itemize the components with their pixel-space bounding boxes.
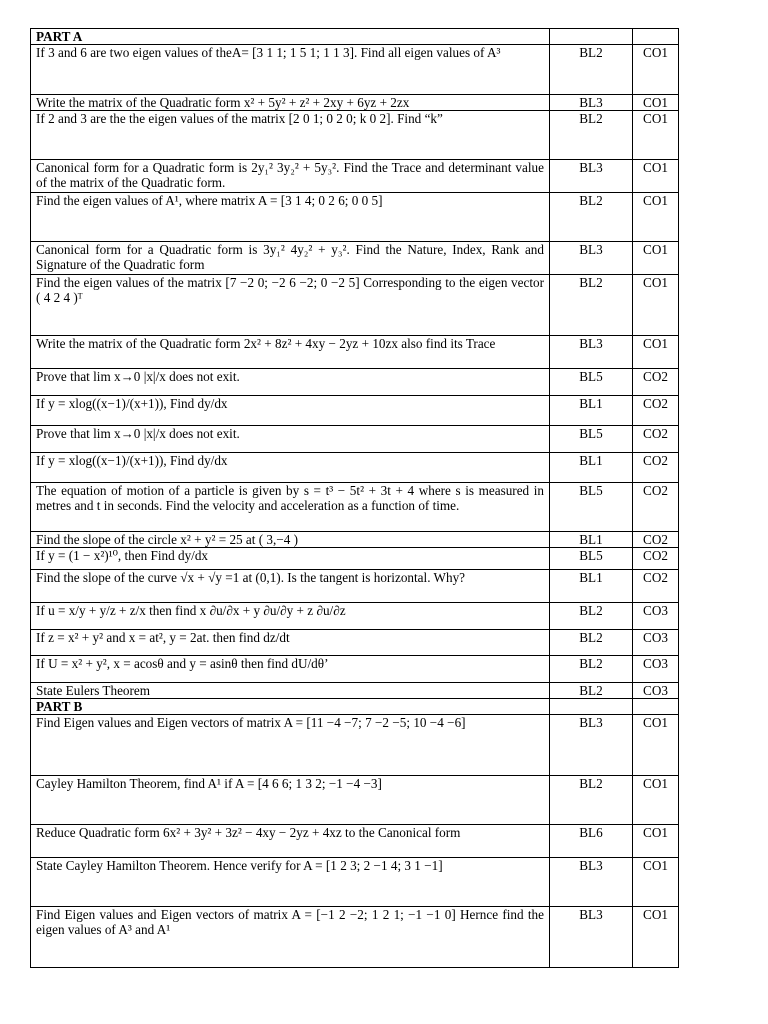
question-row	[31, 715, 679, 776]
question-row	[31, 907, 679, 968]
question-row	[31, 776, 679, 825]
course-outcome: CO2	[633, 426, 679, 453]
bloom-level: BL5	[550, 426, 633, 453]
course-outcome: CO3	[633, 656, 679, 683]
question-text: Find the slope of the curve √x + √y =1 at (0,1). Is the tangent is horizontal. Why?	[31, 570, 550, 603]
question-row	[31, 45, 679, 95]
course-outcome: CO2	[633, 396, 679, 426]
question-row	[31, 426, 679, 453]
question-text: Write the matrix of the Quadratic form x² + 5y² + z² + 2xy + 6yz + 2zx	[31, 95, 550, 111]
question-row	[31, 193, 679, 242]
course-outcome: CO1	[633, 95, 679, 111]
bloom-level: BL1	[550, 532, 633, 548]
question-text: If y = xlog((x−1)/(x+1)), Find dy/dx	[31, 453, 550, 483]
question-row	[31, 656, 679, 683]
course-outcome: CO1	[633, 336, 679, 369]
bloom-level: BL2	[550, 193, 633, 242]
course-outcome: CO2	[633, 570, 679, 603]
question-text: If y = (1 − x²)¹⁰, then Find dy/dx	[31, 548, 550, 570]
question-row	[31, 483, 679, 532]
question-row	[31, 630, 679, 656]
question-row	[31, 683, 679, 699]
empty-cell	[633, 699, 679, 715]
bloom-level: BL2	[550, 776, 633, 825]
course-outcome: CO1	[633, 45, 679, 95]
bloom-level: BL2	[550, 656, 633, 683]
bloom-level: BL3	[550, 858, 633, 907]
part-heading: PART A	[31, 29, 550, 45]
question-text: Reduce Quadratic form 6x² + 3y² + 3z² − 4xy − 2yz + 4xz to the Canonical form	[31, 825, 550, 858]
bloom-level: BL1	[550, 570, 633, 603]
question-text: Prove that lim x→0 |x|/x does not exit.	[31, 369, 550, 396]
question-row	[31, 369, 679, 396]
bloom-level: BL5	[550, 483, 633, 532]
course-outcome: CO1	[633, 160, 679, 193]
course-outcome: CO1	[633, 825, 679, 858]
question-row	[31, 570, 679, 603]
question-text: Cayley Hamilton Theorem, find A¹ if A = [4 6 6; 1 3 2; −1 −4 −3]	[31, 776, 550, 825]
question-text: Write the matrix of the Quadratic form 2x² + 8z² + 4xy − 2yz + 10zx also find its Trace	[31, 336, 550, 369]
question-row	[31, 858, 679, 907]
question-text: Find Eigen values and Eigen vectors of matrix A = [−1 2 −2; 1 2 1; −1 −1 0] Hernce find the eigen values of A³ and A¹	[31, 907, 550, 968]
empty-cell	[550, 29, 633, 45]
bloom-level: BL3	[550, 715, 633, 776]
question-text: If y = xlog((x−1)/(x+1)), Find dy/dx	[31, 396, 550, 426]
bloom-level: BL5	[550, 369, 633, 396]
bloom-level: BL2	[550, 111, 633, 160]
course-outcome: CO1	[633, 275, 679, 336]
question-row	[31, 603, 679, 630]
question-text: Find Eigen values and Eigen vectors of matrix A = [11 −4 −7; 7 −2 −5; 10 −4 −6]	[31, 715, 550, 776]
question-row	[31, 95, 679, 111]
course-outcome: CO3	[633, 630, 679, 656]
question-text: If U = x² + y², x = acosθ and y = asinθ then find dU/dθ’	[31, 656, 550, 683]
course-outcome: CO2	[633, 532, 679, 548]
course-outcome: CO2	[633, 453, 679, 483]
empty-cell	[633, 29, 679, 45]
question-row	[31, 532, 679, 548]
question-text: Find the eigen values of the matrix [7 −2 0; −2 6 −2; 0 −2 5] Corresponding to the eigen vector ( 4 2 4 )ᵀ	[31, 275, 550, 336]
bloom-level: BL2	[550, 630, 633, 656]
question-row	[31, 396, 679, 426]
question-row	[31, 825, 679, 858]
bloom-level: BL3	[550, 95, 633, 111]
bloom-level: BL2	[550, 275, 633, 336]
course-outcome: CO2	[633, 483, 679, 532]
course-outcome: CO2	[633, 369, 679, 396]
bloom-level: BL3	[550, 160, 633, 193]
bloom-level: BL6	[550, 825, 633, 858]
question-text: Find the eigen values of A¹, where matrix A = [3 1 4; 0 2 6; 0 0 5]	[31, 193, 550, 242]
question-text: Find the slope of the circle x² + y² = 25 at ( 3,−4 )	[31, 532, 550, 548]
question-text: Canonical form for a Quadratic form is 2y₁² 3y₂² + 5y₃². Find the Trace and determinant value of the matrix of the Quadratic form.	[31, 160, 550, 193]
question-row	[31, 548, 679, 570]
question-text: If z = x² + y² and x = at², y = 2at. then find dz/dt	[31, 630, 550, 656]
bloom-level: BL1	[550, 396, 633, 426]
question-text: The equation of motion of a particle is given by s = t³ − 5t² + 3t + 4 where s is measured in metres and t in seconds. Find the velocity and acceleration as a function of time.	[31, 483, 550, 532]
part-b-row	[31, 699, 679, 715]
question-text: Prove that lim x→0 |x|/x does not exit.	[31, 426, 550, 453]
bloom-level: BL3	[550, 907, 633, 968]
question-row	[31, 242, 679, 275]
question-text: If 3 and 6 are two eigen values of theA= [3 1 1; 1 5 1; 1 1 3]. Find all eigen values of A³	[31, 45, 550, 95]
bloom-level: BL2	[550, 683, 633, 699]
part-heading: PART B	[31, 699, 550, 715]
question-row	[31, 111, 679, 160]
course-outcome: CO3	[633, 683, 679, 699]
bloom-level: BL5	[550, 548, 633, 570]
question-text: If u = x/y + y/z + z/x then find x ∂u/∂x + y ∂u/∂y + z ∂u/∂z	[31, 603, 550, 630]
question-row	[31, 336, 679, 369]
course-outcome: CO1	[633, 907, 679, 968]
bloom-level: BL2	[550, 45, 633, 95]
course-outcome: CO1	[633, 858, 679, 907]
course-outcome: CO1	[633, 193, 679, 242]
question-text: State Cayley Hamilton Theorem. Hence verify for A = [1 2 3; 2 −1 4; 3 1 −1]	[31, 858, 550, 907]
part-a-row	[31, 29, 679, 45]
question-row	[31, 453, 679, 483]
bloom-level: BL3	[550, 242, 633, 275]
bloom-level: BL3	[550, 336, 633, 369]
question-text: Canonical form for a Quadratic form is 3y₁² 4y₂² + y₃². Find the Nature, Index, Rank and Signature of the Quadratic form	[31, 242, 550, 275]
course-outcome: CO1	[633, 111, 679, 160]
course-outcome: CO1	[633, 776, 679, 825]
question-text: State Eulers Theorem	[31, 683, 550, 699]
course-outcome: CO2	[633, 548, 679, 570]
bloom-level: BL2	[550, 603, 633, 630]
course-outcome: CO1	[633, 715, 679, 776]
empty-cell	[550, 699, 633, 715]
bloom-level: BL1	[550, 453, 633, 483]
question-row	[31, 160, 679, 193]
course-outcome: CO3	[633, 603, 679, 630]
course-outcome: CO1	[633, 242, 679, 275]
question-row	[31, 275, 679, 336]
question-table	[30, 28, 679, 968]
question-text: If 2 and 3 are the the eigen values of the matrix [2 0 1; 0 2 0; k 0 2]. Find “k”	[31, 111, 550, 160]
